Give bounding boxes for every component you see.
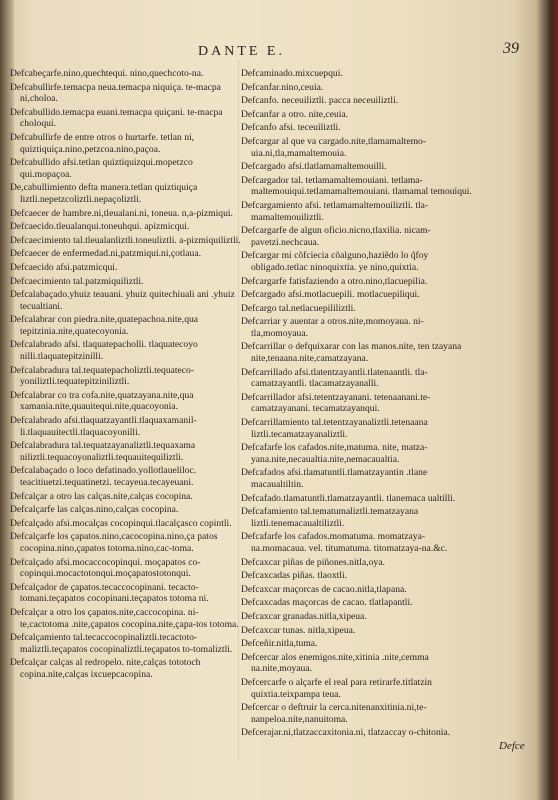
- dictionary-entry: Defcaecer de enfermedad.ni,patzmiqui.ni,çotlaua.: [10, 248, 201, 260]
- dictionary-entry: Defcercar o deftruir la cerca.nitenanxitinia.ni,te-nanpeloa.nite,nanuitoma.: [241, 702, 427, 725]
- right-column: [241, 68, 473, 741]
- dictionary-entry: Defcaecimiento tal.patzmiquiliztli.: [10, 275, 144, 287]
- dictionary-entry: Defcanfo. neceuiliztli. pacca neceuiliztli.: [241, 95, 399, 107]
- dictionary-entry: Defcanfo afsi. teceuiliztli.: [241, 122, 341, 134]
- dictionary-entry: Defcabullirfe.temacpa neua.temacpa niquiça. te-macpa ni,choloa.: [10, 81, 221, 105]
- dictionary-entry: Defcaxcadas maçorcas de cacao. tlatlapantli.: [241, 597, 413, 609]
- running-head: DANTE E.: [198, 44, 285, 59]
- dictionary-entry: Defcaxcar granadas.nitla,xipeua.: [241, 610, 367, 622]
- page-edge: [536, 0, 558, 800]
- dictionary-entry: Defcarrillado afsi.tlatentzayantli.tlatenaantli. tla-camatzayantli. tlacamatzayanalli.: [241, 366, 428, 390]
- dictionary-entry: Defcalabrado afsi.tlaquatzayantli.tlaquaxamanil-li.tlaquauitectli.tlaquacoyonilli.: [10, 415, 197, 438]
- dictionary-entry: Defcaxcar tunas. nitla,xipeua.: [241, 624, 356, 636]
- dictionary-entry: Defcaecido.tleualanqui.toneuhqui. apizmicqui.: [10, 221, 190, 233]
- dictionary-entry: Defcalabradura tal.tequatepacholiztli.tequateco-yoniliztli.tequatepitziniliztli.: [10, 364, 195, 388]
- dictionary-entry: Defcaxcar piñas de piñones.nitla,oya.: [241, 556, 385, 568]
- dictionary-entry: Defcarriar y auentar a otros.nite,momoyaua. ni-tla,momoyaua.: [241, 316, 424, 339]
- dictionary-entry: Defcargado afsi.tlatlamamaltemouilli.: [241, 161, 387, 173]
- dictionary-entry: Defcargar mi cõfciecia cõalguno,haziẽdo lo q̃foy obligado.tetlac ninoquixtia. ye nino,quixtia.: [241, 250, 429, 273]
- dictionary-entry: Defcaminado.mixcuepqui.: [241, 68, 343, 79]
- dictionary-entry: Defcargar al que va cargado.nite,tlamamaltemo-uia.ni,tla,mamaltemouia.: [241, 135, 427, 159]
- dictionary-entry: Defcalçar calças al redropelo. nite,calças tototoch copina.nite,calças ixcuepcacopina.: [10, 657, 201, 680]
- dictionary-entry: Defcercarfe o alçarfe el real para retirarfe.titlatzin quixtia.teixpampa teua.: [241, 676, 432, 700]
- dictionary-entry: Defcalçado afsi.mocaccocopinqui. moçapatos co-copinqui.mocactotonqui.moçapatostotonqui.: [10, 556, 201, 580]
- dictionary-entry: Defcafarfe los cafados.momatuma. momatzaya-na.momacaua. vel. titumatuma. titomatzaya-na.&c.: [241, 531, 448, 554]
- dictionary-entry: Defcargo tal.netlacuepililiztli.: [241, 302, 356, 314]
- catchword: Defce: [499, 740, 525, 752]
- dictionary-entry: Defcaxcadas piñas. tlaoxtli.: [241, 570, 348, 582]
- dictionary-entry: Defcaecido afsi.patzmicqui.: [10, 261, 118, 273]
- dictionary-entry: Defcarrillador afsi.tetentzayanani. tetenaanani.te-camatzayanani. tecamatzayanqui.: [241, 391, 431, 415]
- dictionary-entry: Defcalçamiento tal.tecaccocopinaliztli.tecactoto-maliztli.teçapatos cocopinaliztli.teçapatos to-tomaliztli.: [10, 632, 233, 655]
- dictionary-entry: Defcercar alos enemigos.nite,xitinia .nite,cemma na.nite,moyaua.: [241, 651, 429, 675]
- dictionary-entry: Defcalabrado afsi. tlaquatepacholli. tlaquatecoyo nilli.tlaquatepitzinilli.: [10, 339, 198, 363]
- dictionary-entry: Defcalçarfe los çapatos.nino,cacocopina.nino,ça patos cocopina.nino,çapatos totoma.nino,cac-toma.: [10, 531, 218, 554]
- dictionary-entry: Defceñir.nitla,tuma.: [241, 638, 318, 650]
- dictionary-entry: De,cabullimiento defta manera.tetlan quiztiquiça liztli.nepetzcoliztli.nepaçoliztli.: [10, 182, 198, 205]
- dictionary-entry: Defcargador tal. tetlamamaltemouiani. tetlama-maltemouiqui.tetlamamaltemouiani. tlamamal temouiqui.: [241, 174, 472, 198]
- dictionary-entry: Defcaxcar maçorcas de cacao.nitla,tlapana.: [241, 583, 407, 595]
- dictionary-entry: Defcafarfe los cafados.nite,matuma. nite, matza-yana.nite,necaualtia.nite,nemacaualtia.: [241, 442, 428, 465]
- dictionary-entry: Defcanfar a otro. nite,ceuia.: [241, 108, 349, 120]
- dictionary-entry: Defcaecimiento tal.tleualanliztli.toneuliztli. a-pizmiquiliztli.: [10, 234, 241, 246]
- dictionary-entry: Defcalabaçado o loco defatinado.yollotlaueliloc. teacitiuetzi.tequatinetzi. tecayeua.tecayeuani.: [10, 465, 197, 488]
- dictionary-entry: Defcalabradura tal.tequatzayanaliztli.tequaxama niliztli.tequacoyonaliztli.tequauitequiliztli.: [10, 440, 196, 463]
- dictionary-entry: Defcerajar.ni,tlatzaccaxitonia.ni, tlatzaccay o-chitonia.: [241, 727, 451, 739]
- dictionary-entry: Defcarrillar o defquixarar con las manos.nite, ten tzayana nite,tenaana.nite,camatzayana.: [241, 341, 462, 365]
- dictionary-entry: Defcabullido.temacpa euani.temacpa quiçani. te-macpa choloqui.: [10, 106, 223, 130]
- dictionary-entry: Defcargamiento afsi. tetlamamaltemouiliztli. tla-mamaltemouiliztli.: [241, 199, 429, 223]
- dictionary-entry: Defcanfar.nino,ceuia.: [241, 81, 324, 93]
- dictionary-entry: Defcarrillamiento tal.tetentzayanaliztli.tetenaana liztli.tecamatzayanaliztli.: [241, 417, 428, 440]
- dictionary-entry: Defcalçarfe las calças.nino,calças cocopina.: [10, 504, 179, 516]
- dictionary-entry: Defcalabrar con piedra.nite,quatepachoa.nite,qua tepitzinia.nite,quatecoyonia.: [10, 314, 199, 337]
- dictionary-entry: Defcalabrar co tra cofa.nite,quatzayana.nite,qua xamania.nite,quauitequi.nite,quacoyonia.: [10, 389, 194, 413]
- dictionary-entry: Defcabeçarfe.nino,quechtequi. nino,quechcoto-na.: [10, 68, 204, 79]
- dictionary-entry: Defcalabaçado.yhuiz teauani. yhuiz quitechiuali ani .yhuiz tecualtiani.: [10, 289, 235, 312]
- dictionary-entry: Defcargado afsi.motlacuepili. motlacuepiliqui.: [241, 289, 420, 301]
- dictionary-entry: Defcafados afsi.tlamatuntli.tlamatzayantin .tlane macaualtiltin.: [241, 467, 428, 490]
- dictionary-entry: Defcalçado afsi.mocalças cocopinqui.tlacalçasco copintli.: [10, 517, 232, 529]
- dictionary-entry: Defcalçador de çapatos.tecaccocopinani. tecacto-tomani.teçapatos cocopinani.teçapatos totoma ni.: [10, 581, 209, 605]
- folio-number: 39: [503, 40, 519, 57]
- dictionary-entry: Defcafado.tlamatuntli.tlamatzayantli. tlanemaca ualtilli.: [241, 492, 456, 504]
- dictionary-entry: Defcalçar a otro las calças.nite,calças cocopina.: [10, 490, 193, 502]
- left-column: [10, 68, 242, 683]
- dictionary-entry: Defcaecer de hambre.ni,tleualani.ni, toneua. n,a-pizmiqui.: [10, 207, 233, 219]
- page-header: [0, 40, 558, 64]
- dictionary-entry: Defcalçar a otro los çapatos.nite,caccocopina. ni-te,cactotoma .nite,çapatos cocopina.nite,çapa-tos totoma.: [10, 606, 239, 630]
- dictionary-entry: Defcabullirfe de entre otros o hurtarfe. tetlan ni, quiztiquiça.nino,petzcoa.nino,paçoa.: [10, 131, 195, 155]
- dictionary-entry: Defcargarfe de algun oficio.nicno,tlaxilia. nicam-pavetzi.nechcaua.: [241, 225, 431, 248]
- dictionary-entry: Defcafamiento tal.tematumaliztli.tematzayana liztli.tenemacaualtiliztli.: [241, 506, 419, 529]
- dictionary-entry: Defcargarfe fatisfaziendo a otro.nino,tlacuepilia.: [241, 275, 428, 287]
- dictionary-entry: Defcabullido afsi.tetlan quiztiquizqui.mopetzco qui.mopaçoa.: [10, 157, 193, 180]
